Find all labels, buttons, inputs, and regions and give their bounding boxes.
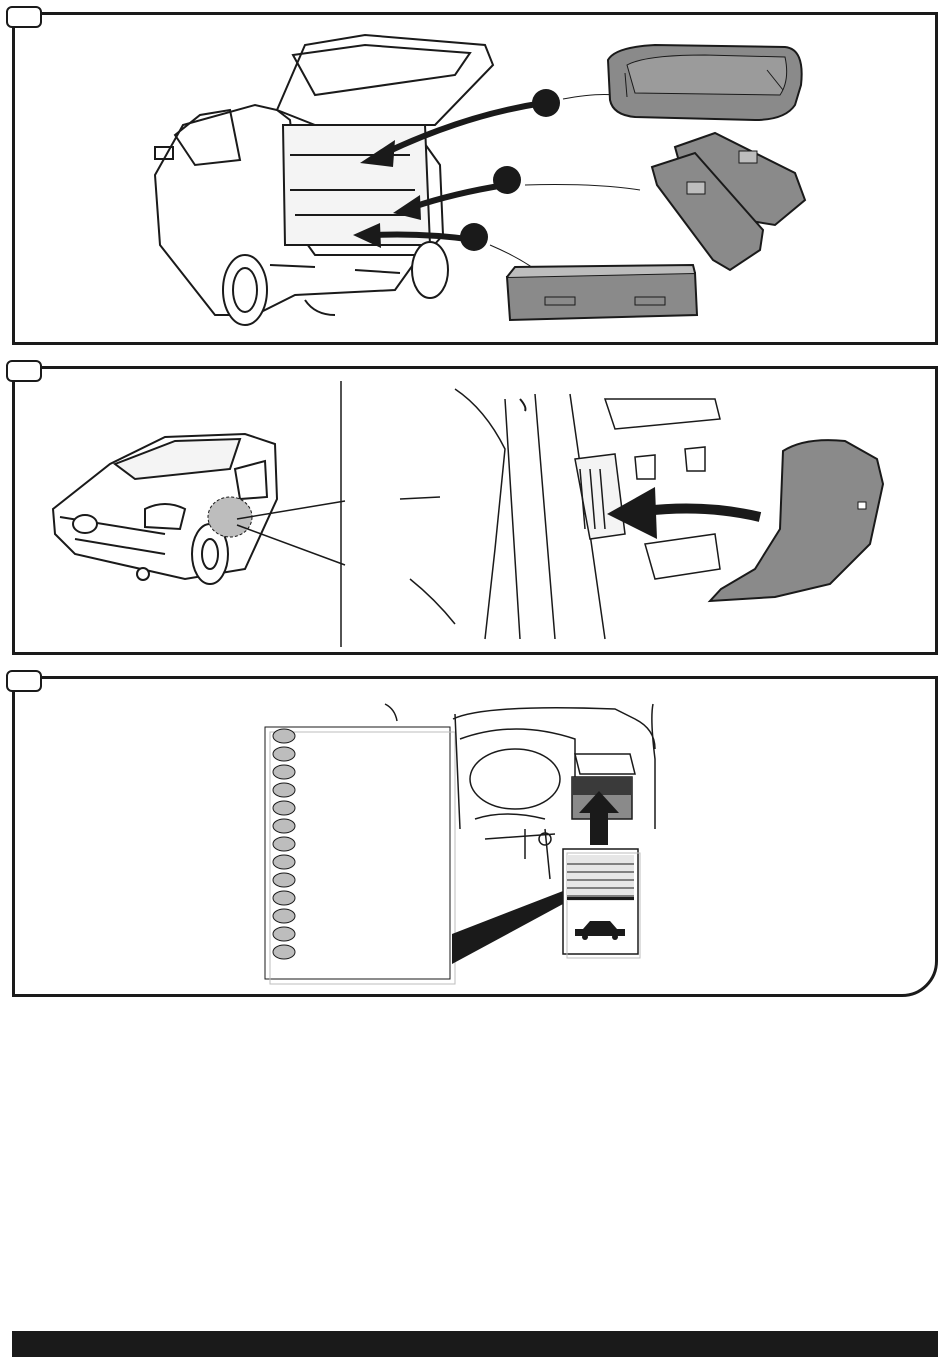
step-2-tab — [6, 360, 42, 382]
step-1-illustration — [15, 15, 935, 342]
card-pointer — [452, 891, 563, 964]
step-1-panel — [12, 12, 938, 345]
callout-dot-3 — [460, 223, 488, 251]
step-2-illustration — [15, 369, 935, 652]
kick-panel-part — [710, 440, 883, 601]
step-3-tab — [6, 670, 42, 692]
sill-trim-part — [507, 265, 697, 320]
step-3-panel — [12, 676, 938, 997]
callout-dot-1 — [532, 89, 560, 117]
footwell-interior — [400, 389, 720, 639]
step-3-illustration — [15, 679, 935, 994]
step-2-panel — [12, 366, 938, 655]
car-rear-open-tailgate — [155, 35, 493, 325]
parcel-shelf-part — [608, 45, 802, 120]
side-trim-panels-part — [652, 133, 805, 270]
fuse-legend-card — [265, 727, 455, 984]
step-1-tab — [6, 6, 42, 28]
arrow-kick-panel — [607, 487, 760, 539]
footer-bar — [12, 1331, 938, 1357]
fuse-card-small — [563, 849, 640, 958]
callout-dot-2 — [493, 166, 521, 194]
